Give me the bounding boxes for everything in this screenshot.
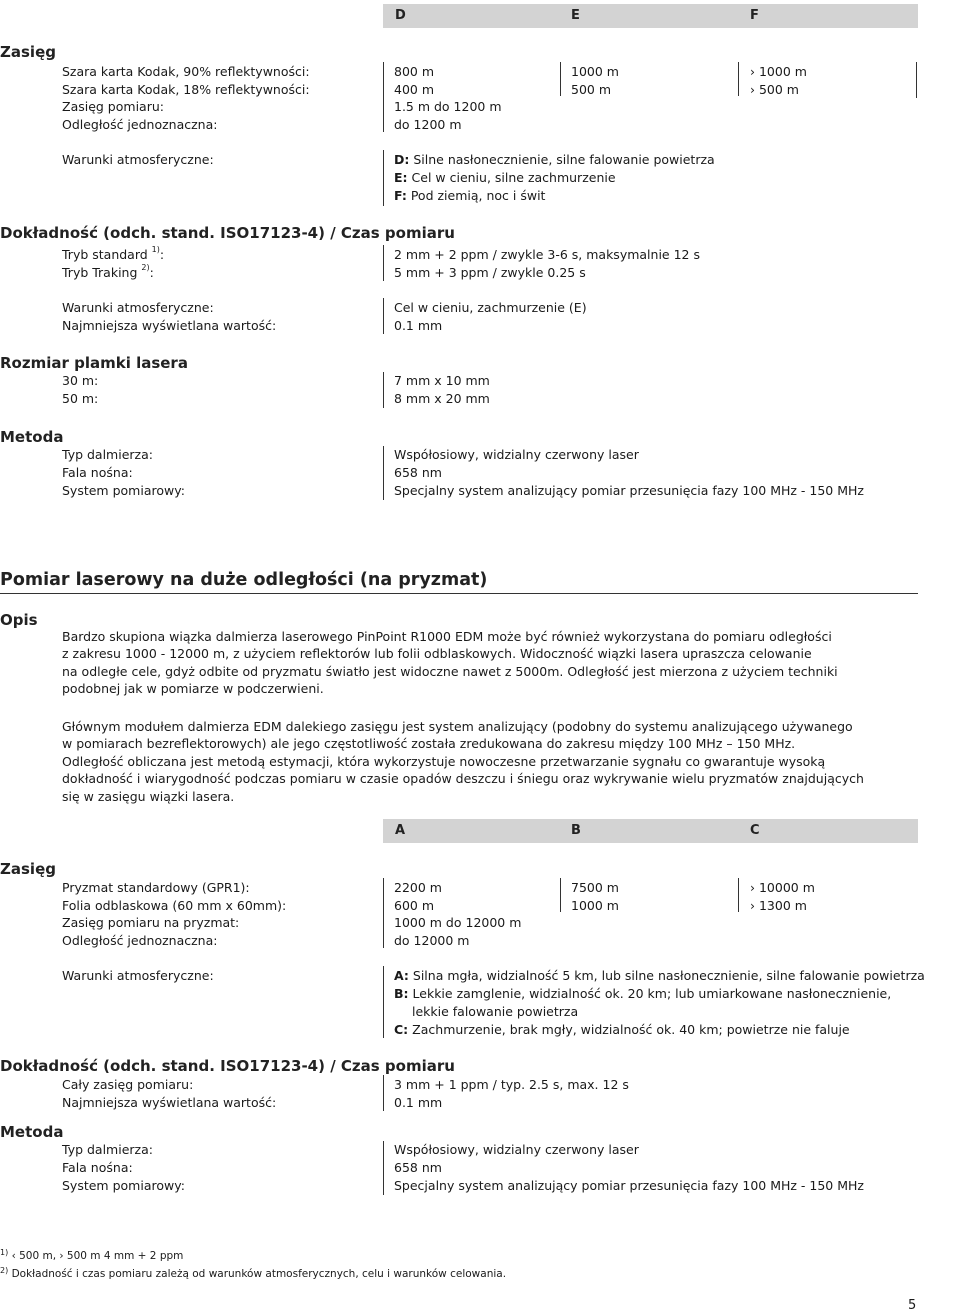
divider	[383, 62, 384, 132]
range-title-2: Zasięg	[0, 860, 56, 878]
range-label-3: Zasięg pomiaru:	[62, 99, 164, 114]
atm-line-e: E: Cel w cieniu, silne zachmurzenie	[394, 170, 616, 185]
range-f-1: › 1000 m	[750, 64, 807, 79]
atm-label-1: Warunki atmosferyczne:	[62, 152, 214, 167]
atm-line-b: B: Lekkie zamglenie, widzialność ok. 20 km; lub umiarkowane nasłonecznienie,	[394, 986, 892, 1001]
divider	[916, 62, 917, 98]
method-value-1: Współosiowy, widzialny czerwony laser	[394, 447, 639, 462]
method-title-1: Metoda	[0, 428, 64, 446]
divider	[383, 966, 384, 1038]
accuracy-label-2: Tryb Traking $^{2)}$:	[62, 263, 154, 280]
method2-label-2: Fala nośna:	[62, 1160, 133, 1175]
method2-value-3: Specjalny system analizujący pomiar przesunięcia fazy 100 MHz - 150 MHz	[394, 1178, 864, 1193]
method2-value-1: Współosiowy, widzialny czerwony laser	[394, 1142, 639, 1157]
atm-label-2: Warunki atmosferyczne:	[62, 968, 214, 983]
range2-a-1: 2200 m	[394, 880, 442, 895]
range2-b-2: 1000 m	[571, 898, 619, 913]
column-header-bar-1	[383, 4, 918, 28]
section-heading: Pomiar laserowy na duże odległości (na pryzmat)	[0, 570, 488, 590]
accuracy-value-4: 0.1 mm	[394, 318, 443, 333]
desc-title: Opis	[0, 611, 38, 629]
column-header-f: F	[750, 8, 759, 23]
atm-line-c: C: Zachmurzenie, brak mgły, widzialność ok. 40 km; powietrze nie faluje	[394, 1022, 850, 1037]
range2-c-2: › 1300 m	[750, 898, 807, 913]
range-d-1: 800 m	[394, 64, 435, 79]
accuracy2-label-1: Cały zasięg pomiaru:	[62, 1077, 194, 1092]
method-title-2: Metoda	[0, 1123, 64, 1141]
atm-line-a: A: Silna mgła, widzialność 5 km, lub silne nasłonecznienie, silne falowanie powietrza	[394, 968, 925, 983]
footnote-1: $^{1)}$ ‹ 500 m, › 500 m 4 mm + 2 ppm	[0, 1248, 184, 1262]
divider	[0, 593, 918, 594]
accuracy-title-2: Dokładność (odch. stand. ISO17123-4) / Czas pomiaru	[0, 1057, 455, 1075]
spot-label-2: 50 m:	[62, 391, 99, 406]
method-value-2: 658 nm	[394, 465, 442, 480]
divider	[383, 878, 384, 948]
range-label-4: Odległość jednoznaczna:	[62, 117, 218, 132]
divider	[383, 446, 384, 500]
accuracy-label-1: Tryb standard $^{1)}$:	[62, 245, 165, 262]
range-f-2: › 500 m	[750, 82, 799, 97]
spot-value-1: 7 mm x 10 mm	[394, 373, 490, 388]
footnote-2: $^{2)}$ Dokładność i czas pomiaru zależą od warunków atmosferycznych, celu i warunków celowania.	[0, 1266, 507, 1280]
range-d-4: do 1200 m	[394, 117, 462, 132]
accuracy-value-3: Cel w cieniu, zachmurzenie (E)	[394, 300, 587, 315]
column-header-a: A	[395, 823, 406, 838]
range2-a-4: do 12000 m	[394, 933, 470, 948]
divider	[383, 1141, 384, 1195]
divider	[383, 372, 384, 408]
accuracy-value-2: 5 mm + 3 ppm / zwykle 0.25 s	[394, 265, 586, 280]
range-e-2: 500 m	[571, 82, 612, 97]
method-label-2: Fala nośna:	[62, 465, 133, 480]
range-label-2: Szara karta Kodak, 18% reflektywności:	[62, 82, 310, 97]
divider	[738, 878, 739, 912]
column-header-bar-2	[383, 819, 918, 843]
range2-label-4: Odległość jednoznaczna:	[62, 933, 218, 948]
spot-label-1: 30 m:	[62, 373, 99, 388]
method2-label-3: System pomiarowy:	[62, 1178, 185, 1193]
method2-value-2: 658 nm	[394, 1160, 442, 1175]
column-header-c: C	[750, 823, 760, 838]
method-label-1: Typ dalmierza:	[62, 447, 153, 462]
divider	[383, 150, 384, 206]
range-title-1: Zasięg	[0, 43, 56, 61]
atm-line-b-cont: lekkie falowanie powietrza	[412, 1004, 579, 1019]
accuracy-title-1: Dokładność (odch. stand. ISO17123-4) / Czas pomiaru	[0, 224, 455, 242]
accuracy2-value-2: 0.1 mm	[394, 1095, 443, 1110]
divider	[383, 298, 384, 334]
accuracy-label-3: Warunki atmosferyczne:	[62, 300, 214, 315]
range2-a-3: 1000 m do 12000 m	[394, 915, 522, 930]
divider	[560, 878, 561, 912]
column-header-d: D	[395, 8, 406, 23]
accuracy2-value-1: 3 mm + 1 ppm / typ. 2.5 s, max. 12 s	[394, 1077, 629, 1092]
page-number: 5	[908, 1298, 917, 1313]
divider	[383, 1075, 384, 1111]
paragraph-1: Bardzo skupiona wiązka dalmierza laserowego PinPoint R1000 EDM może być również wykorzystana do pomiaru odległości z zakresu 1000 - 12000 m, z użyciem reflektorów lub folii odblaskowych. Widoczność wiązki lasera upraszcza celowanie na odległe cele, gdyż odbite od pryzmatu światło jest widoczne nawet z 5000m. Odległość jest mierzona z użyciem techniki podobnej jak w pomiarze w podczerwieni.	[62, 629, 838, 697]
range2-a-2: 600 m	[394, 898, 435, 913]
method-value-3: Specjalny system analizujący pomiar przesunięcia fazy 100 MHz - 150 MHz	[394, 483, 864, 498]
divider	[560, 62, 561, 96]
paragraph-2: Głównym modułem dalmierza EDM dalekiego zasięgu jest system analizujący (podobny do systemu analizującego używanego w pomiarach bezreflektorowych) ale jego częstotliwość została zredukowana do zakresu między 100 MHz – 150 MHz. Odległość obliczana jest metodą estymacji, która wykorzystuje nowoczesne przetwarzanie sygnału co gwarantuje wysoką dokładność i wiarygodność podczas pomiaru w czasie opadów deszczu i śniegu oraz wykrywanie wielu pryzmatów znajdujących się w zasięgu wiązki lasera.	[62, 719, 864, 804]
accuracy2-label-2: Najmniejsza wyświetlana wartość:	[62, 1095, 277, 1110]
range-d-3: 1.5 m do 1200 m	[394, 99, 502, 114]
method-label-3: System pomiarowy:	[62, 483, 185, 498]
range-d-2: 400 m	[394, 82, 435, 97]
range-label-1: Szara karta Kodak, 90% reflektywności:	[62, 64, 310, 79]
spot-value-2: 8 mm x 20 mm	[394, 391, 490, 406]
accuracy-label-4: Najmniejsza wyświetlana wartość:	[62, 318, 277, 333]
method2-label-1: Typ dalmierza:	[62, 1142, 153, 1157]
atm-line-d: D: Silne nasłonecznienie, silne falowanie powietrza	[394, 152, 715, 167]
column-header-e: E	[571, 8, 580, 23]
range2-label-2: Folia odblaskowa (60 mm x 60mm):	[62, 898, 287, 913]
divider	[738, 62, 739, 96]
spot-title: Rozmiar plamki lasera	[0, 354, 188, 372]
divider	[383, 245, 384, 281]
range-e-1: 1000 m	[571, 64, 619, 79]
range2-label-3: Zasięg pomiaru na pryzmat:	[62, 915, 240, 930]
range2-c-1: › 10000 m	[750, 880, 815, 895]
atm-line-f: F: Pod ziemią, noc i świt	[394, 188, 546, 203]
range2-label-1: Pryzmat standardowy (GPR1):	[62, 880, 250, 895]
column-header-b: B	[571, 823, 581, 838]
accuracy-value-1: 2 mm + 2 ppm / zwykle 3-6 s, maksymalnie 12 s	[394, 247, 700, 262]
range2-b-1: 7500 m	[571, 880, 619, 895]
